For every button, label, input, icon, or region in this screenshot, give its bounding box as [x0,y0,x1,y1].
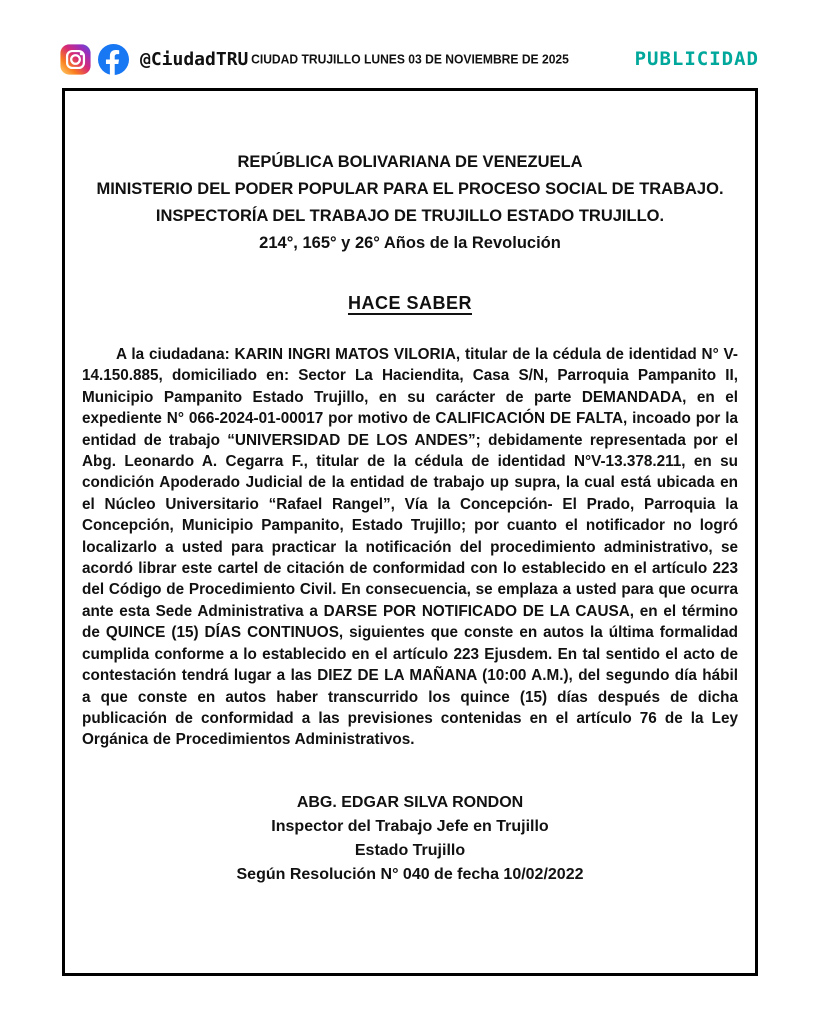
header [60,40,759,78]
signature-line-resolution: Según Resolución N° 040 de fecha 10/02/2022 [236,865,584,883]
title-line-ministry: MINISTERIO DEL PODER POPULAR PARA EL PROCESO SOCIAL DE TRABAJO. [96,180,724,198]
instagram-icon [60,44,91,75]
social-media-group [60,40,248,78]
signature-line-title: Inspector del Trabajo Jefe en Trujillo [271,817,549,835]
signature-line-name: ABG. EDGAR SILVA RONDON [296,793,524,811]
title-line-inspectorate: INSPECTORÍA DEL TRABAJO DE TRUJILLO ESTADO TRUJILLO. [155,207,665,225]
social-handle: @CiudadTRU [140,48,249,70]
header-dateline: CIUDAD TRUJILLO LUNES 03 DE NOVIEMBRE DE 2025 [250,51,569,67]
signature-block [65,791,755,887]
signature-line-state: Estado Trujillo [354,841,466,859]
document-frame [62,88,758,976]
document-title-block [65,149,755,257]
hace-saber-heading: HACE SABER [347,293,472,313]
title-line-republic: REPÚBLICA BOLIVARIANA DE VENEZUELA [237,153,583,171]
publicidad-label: PUBLICIDAD [634,48,759,70]
title-line-revolution-years: 214°, 165° y 26° Años de la Revolución [259,234,561,252]
facebook-icon [98,44,129,75]
notice-body-text: A la ciudadana: KARIN INGRI MATOS VILORIA, titular de la cédula de identidad N° V- 14.150.885, domiciliado en: Sector La Haciendita, Casa S/N, Parroquia Pampanito II, Municipio Pampanito Estado Trujillo, en su carácter de parte DEMANDADA, en el expediente N° 066-2024-01-00017 por motivo de CALIFICACIÓN DE FALTA, incoado por la entidad de trabajo “UNIVERSIDAD DE LOS ANDES”; debidamente representada por el Abg. Leonardo A. Cegarra F., titular de la cédula de identidad N°V-13.378.211, en su condición Apoderado Judicial de la entidad de trabajo up supra, la cual está ubicada en el Núcleo Universitario “Rafael Rangel”, Vía la Concepción- El Prado, Parroquia la Concepción, Municipio Pampanito, Estado Trujillo; por cuanto el notificador no logró localizarlo a usted para practicar la notificación del procedimiento administrativo, se acordó librar este cartel de citación de conformidad con lo establecido en el artículo 223 del Código de Procedimiento Civil. En consecuencia, se emplaza a usted para que ocurra ante esta Sede Administrativa a DARSE POR NOTIFICADO DE LA CAUSA, en el término de QUINCE (15) DÍAS CONTINUOS, siguientes que conste en autos la última formalidad cumplida conforme a lo establecido en el artículo 223 Ejusdem. En tal sentido el acto de contestación tendrá lugar a las DIEZ DE LA MAÑANA (10:00 A.M.), del segundo día hábil a que conste en autos haber transcurrido los quince (15) días después de dicha publicación de conformidad a las previsiones contenidas en el artículo 76 de la Ley Orgánica de Procedimientos Administrativos. [82,346,738,749]
